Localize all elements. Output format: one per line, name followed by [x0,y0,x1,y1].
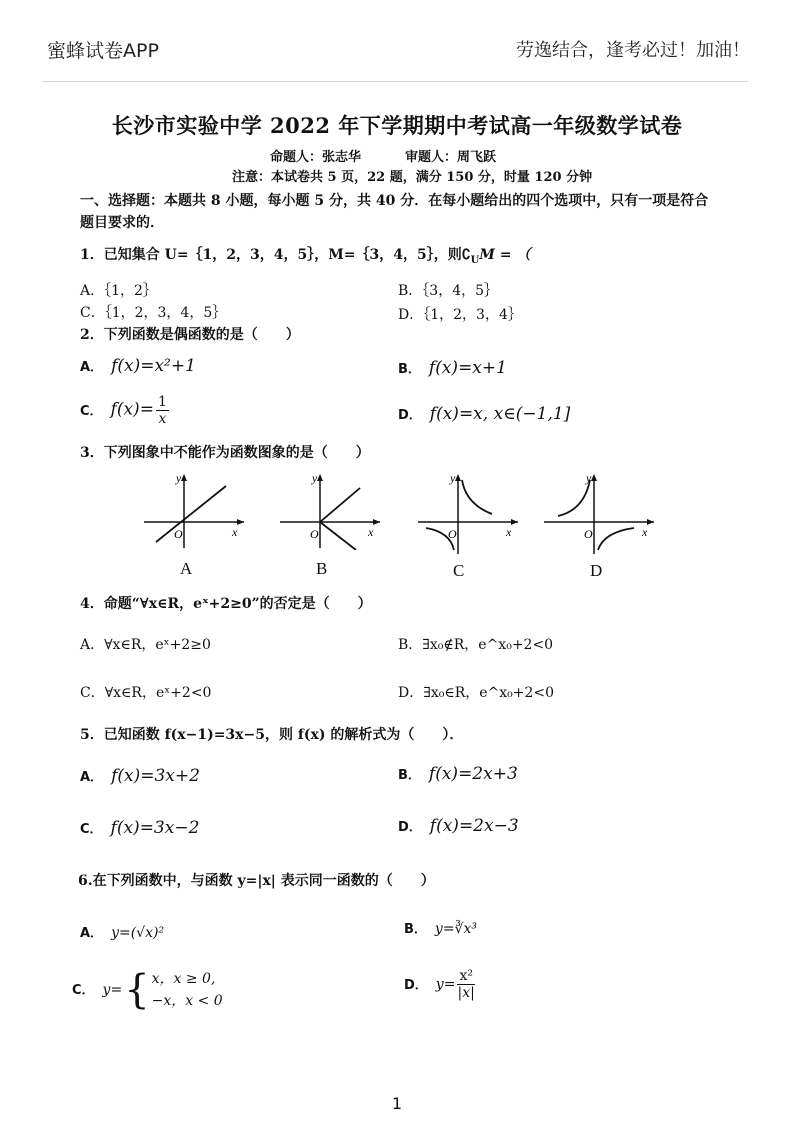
brace-symbol: { [124,967,150,1013]
axis-x-label: x [642,525,648,539]
q5-b-expr: f(x)=2x+3 [428,764,518,784]
complement-subscript: U [470,254,480,266]
graph-label-b: B [316,559,328,578]
author: 命题人：张志华 [270,150,362,165]
q5-c-expr: f(x)=3x−2 [110,818,200,838]
option-letter: C． [80,822,103,837]
q5-a-expr: f(x)=3x+2 [111,766,200,786]
q2-c-expr: f(x)= [110,399,154,420]
q2-option-b[interactable] [398,358,507,378]
app-name: 蜜蜂试卷APP [47,40,159,62]
q6-option-b[interactable] [404,918,477,937]
q1-option-a[interactable]: A．｛1，2｝ [80,283,157,299]
q6-d-expr: y= [435,976,456,993]
axis-y-label: y [586,471,592,485]
q2-option-c[interactable] [80,394,169,427]
q6-b-expr: y=∛x³ [434,921,477,937]
exam-notice: 注意：本试卷共 5 页，22 题，满分 150 分，时量 120 分钟 [232,170,593,185]
q1-option-c[interactable]: C．｛1，2，3，4，5｝ [80,305,227,321]
q6-option-d[interactable] [404,968,475,1001]
q4-option-d[interactable]: D．∃x₀∈R，e^x₀+2<0 [398,685,555,701]
option-letter: B． [404,922,427,937]
q2-option-a[interactable] [80,356,196,376]
graph-c[interactable] [414,470,524,556]
app-header [0,0,794,82]
fraction-x2-over-absx: $\frac{\text{x²}}{|x|}$ [457,968,475,1001]
section-heading: 一、选择题：本题共 8 小题，每小题 5 分，共 40 分．在每小题给出的四个选项中，只有一项是符合题目要求的． [80,193,709,231]
q6-option-c[interactable] [72,968,223,1012]
axis-x-label: x [506,525,512,539]
q2-d-expr: f(x)=x, x∈(−1,1] [429,404,571,424]
question-1-stem: 1．已知集合 U=｛1，2，3，4，5｝，M=｛3，4，5｝，则∁ [80,247,471,263]
app-slogan: 劳逸结合，逢考必过！加油！ [516,40,750,61]
exam-authors [270,146,540,165]
piecewise-cases: x，x ≥ 0, −x，x < 0 [151,971,223,1009]
axis-y-label: y [176,471,182,485]
header-divider [42,81,748,82]
fraction-1-over-x: $\frac{1}{x}$ [157,394,167,427]
axis-x-label: x [232,525,238,539]
question-1 [80,244,530,266]
q2-b-expr: f(x)=x+1 [428,358,507,378]
q6-a-expr: y=(√x)² [111,925,165,941]
graph-b[interactable] [276,470,386,550]
q4-option-b[interactable]: B．∃x₀∉R，e^x₀+2<0 [398,637,554,653]
origin-label: O [310,527,319,541]
graph-label-c: C [453,561,465,580]
axis-y-label: y [312,471,318,485]
axis-y-label: y [450,471,456,485]
graph-label-d: D [590,561,603,580]
question-2: 2．下列函数是偶函数的是（ ） [80,327,300,343]
q5-option-d[interactable] [398,816,519,836]
axis-x-label: x [368,525,374,539]
origin-label: O [174,527,183,541]
question-1-stem-tail: M = （ [479,247,531,263]
q5-d-expr: f(x)=2x−3 [429,816,519,836]
exam-title: 长沙市实验中学 2022 年下学期期中考试高一年级数学试卷 [111,113,683,138]
q6-option-a[interactable] [80,922,164,941]
question-3: 3．下列图象中不能作为函数图象的是（ ） [80,445,370,461]
q5-option-c[interactable] [80,818,199,838]
graph-label-a: A [180,559,193,578]
question-5: 5．已知函数 f(x−1)=3x−5，则 f(x) 的解析式为（ ）． [80,727,464,743]
option-letter: A． [80,926,104,941]
option-letter: D． [398,820,422,835]
option-letter: A． [80,360,104,375]
origin-label: O [584,527,593,541]
q4-option-a[interactable]: A．∀x∈R，eˣ+2≥0 [80,637,211,653]
option-letter: D． [404,977,428,993]
option-letter: C． [80,403,103,419]
q5-option-b[interactable] [398,764,518,784]
graph-a[interactable] [140,470,250,550]
option-letter: B． [398,768,421,783]
question-6: 6.在下列函数中，与函数 y=|x| 表示同一函数的（ ） [78,873,435,889]
option-letter: A． [80,770,104,785]
q1-option-b[interactable]: B．｛3，4，5｝ [398,283,499,299]
q2-option-d[interactable] [398,404,570,424]
page-number: 1 [391,1094,403,1113]
option-letter: B． [398,362,421,377]
q4-option-c[interactable]: C．∀x∈R，eˣ+2<0 [80,685,212,701]
reviewer: 审题人：周飞跃 [405,150,497,165]
graph-d[interactable] [540,470,660,556]
option-letter: D． [398,408,422,423]
origin-label: O [448,527,457,541]
q1-option-d[interactable]: D．｛1，2，3，4｝ [398,307,522,323]
q2-a-expr: f(x)=x²+1 [111,356,196,376]
q6-c-expr: y= [102,982,123,998]
question-4: 4．命题“∀x∈R，eˣ+2≥0”的否定是（ ） [80,596,372,612]
option-letter: C． [72,983,95,998]
q5-option-a[interactable] [80,766,200,786]
